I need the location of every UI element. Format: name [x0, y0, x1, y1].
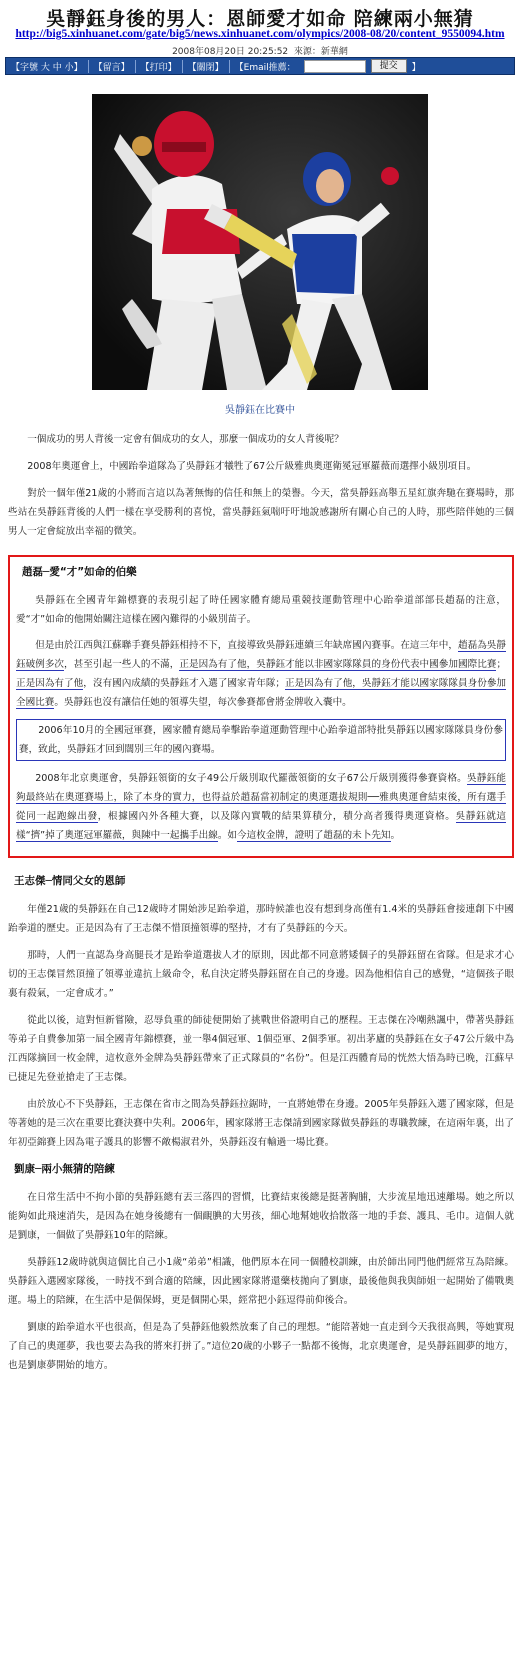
underlined-text: 正是因為有了他	[16, 678, 84, 689]
print-button[interactable]: 【打印】	[136, 60, 183, 73]
section-paragraph	[16, 636, 506, 712]
article-photo	[92, 94, 428, 390]
section-heading-zhao-lei: 趙磊─愛“才”如命的伯樂	[22, 566, 137, 578]
text-run: 。吳靜鈺也沒有讓信任她的領導失望，每次參賽都會將金牌收入囊中。	[54, 697, 352, 708]
text-run: 。	[390, 830, 401, 841]
underlined-text: 吳靜鈺就這樣“擠”掉了奧運冠軍羅薇，與陳中一起攜手出線	[16, 811, 507, 841]
underlined-text: 吳靜鈺能夠最終站在奧運賽場上，除了本身的實力，也得益於趙磊當初制定的奧運選拔規則──雅典奧運會結束後，所有選手從同一起跑線出發	[16, 773, 506, 822]
boxed-paragraph	[16, 719, 506, 761]
intro-paragraph: 2008年奧運會上，中國跆拳道隊為了吳靜鈺才犧牲了67公斤級雅典奧運衛冕冠軍羅薇而選擇小級別項目。	[27, 461, 477, 472]
article-meta	[0, 44, 520, 57]
underlined-text: 正是因為有了他，吳靜鈺才能以非國家隊隊員的身份代表中國參加國際比賽	[179, 659, 497, 670]
section-paragraph: 吳靜鈺12歲時就與這個比自己小1歲“弟弟”相識，他們原本在同一個體校訓練，由於師出同門他們經常互為陪練。吳靜鈺入選國家隊後，一時找不到合適的陪練，因此國家隊將還藥枝拋向了劉康，最後他與我與師姐一起開始了備戰奧運。場上的陪練，在生活中是個保姆，更是個開心果，經常把小鈺逗得前仰後合。	[8, 1257, 514, 1306]
underlined-text: 正是因為有了他，吳靜鈺才能以國家隊隊員身份參加全國比賽	[16, 678, 507, 708]
section-paragraph: 年僅21歲的吳靜鈺在自己12歲時才開始涉足跆拳道，那時候誰也沒有想到身高僅有1.4米的吳靜鈺會接連創下中國跆拳道的歷史。正是因為有了王志傑不惜頂撞領導的堅持，才有了吳靜鈺的今天。	[8, 904, 514, 934]
section-paragraph: 那時，人們一直認為身高腿長才是跆拳道選拔人才的原則，因此都不同意將矮個子的吳靜鈺留在省隊。但是求才心切的王志傑冒然頂撞了領導並違抗上級命令，私自決定將吳靜鈺留在自己的身邊。因為他相信自己的感覺，“這個孩子眼裏有殺氣，一定會成才。”	[8, 950, 514, 999]
section-paragraph: 由於放心不下吳靜鈺，王志傑在省市之間為吳靜鈺拉鋸時，一直將她帶在身邊。2005年吳靜鈺入選了國家隊，但是等著她的是三次在重要比賽決賽中失利。2006年，國家隊將王志傑請到國家隊做吳靜鈺的專職教練，在這兩年裏，出了年初亞錦賽上因為電子護具的影響不敵楊淑君外，吳靜鈺沒有輸過一場比賽。	[8, 1099, 514, 1148]
text-run: 2008年北京奧運會，吳靜鈺領銜的女子49公斤級別取代羅薇領銜的女子67公斤級別獲得參賽資格。	[35, 773, 467, 784]
section-paragraph: 2006年10月的全國冠軍賽，國家體育總局拳擊跆拳道運動管理中心跆拳道部特批吳靜鈺以國家隊隊員身份參賽，致此，吳靜鈺才回到闊別三年的國內賽場。	[19, 725, 503, 755]
underlined-text: 今這枚金牌，證明了趙磊的未卜先知	[237, 830, 391, 841]
text-run: ，甚至引起一些人的不滿，	[64, 659, 180, 670]
section-paragraph	[16, 769, 506, 845]
message-button[interactable]: 【留言】	[89, 60, 136, 73]
submit-button[interactable]: 提交	[371, 59, 407, 73]
text-run: 但是由於江西與江蘇聯手賽吳靜鈺相持不下，直接導致吳靜鈺連續三年缺席國內賽事。在這三年中，	[35, 640, 458, 651]
email-recommend-label: 【Email推薦：	[234, 62, 296, 73]
toolbar-end-bracket: 】	[411, 62, 421, 73]
text-run: ；	[496, 659, 507, 670]
source-name[interactable]: 新華網	[320, 47, 348, 57]
section-heading-liu-kang: 劉康─兩小無猜的陪練	[14, 1163, 115, 1175]
email-input[interactable]	[304, 60, 366, 73]
close-button[interactable]: 【關閉】	[183, 60, 230, 73]
section-paragraph: 劉康的跆拳道水平也很高，但是為了吳靜鈺他毅然放棄了自己的理想。“能陪著她一直走到今天我很高興，等她實現了自己的奧運夢，我也要去為我的將來打拼了。”這位20歲的小夥子一點都不後悔，北京奧運會，是吳靜鈺圓夢的地方，也是劉康夢開始的地方。	[8, 1322, 514, 1371]
section-paragraph: 在日常生活中不拘小節的吳靜鈺總有丟三落四的習慣，比賽結束後總是挺著胸脯，大步流星地迅速離場。她之所以能夠如此飛速消失，是因為在她身後總有一個靦腆的大男孩，細心地幫她收拾散落一地的手套、護具、毛巾。這個人就是劉康，一個做了吳靜鈺10年的陪練。	[8, 1192, 514, 1241]
text-run: ，沒有國內成績的吳靜鈺才入選了國家青年隊；	[83, 678, 286, 689]
article-toolbar	[5, 57, 515, 75]
intro-paragraph: 一個成功的男人背後一定會有個成功的女人，那麼一個成功的女人背後呢？	[27, 434, 344, 445]
section-heading-wang-zhijie: 王志傑─情同父女的恩師	[14, 875, 126, 887]
section-paragraph: 從此以後，這對恒新嘗險，忍辱負重的師徒便開始了挑戰世俗證明自己的歷程。王志傑在冷嘲熱諷中，帶著吳靜鈺等弟子自費參加第一屆全國青年錦標賽，並一舉4個冠軍、1個亞軍、2個季軍。初出茅廬的吳靜鈺在女子47公斤級中為江西隊摘回一枚金牌，這枚意外金牌為吳靜鈺帶來了正式隊員的“名份”。但是江西體育局的恍然大悟為時已晚，江蘇早已捷足先登並搶走了王志傑。	[8, 1015, 514, 1083]
intro-paragraph: 對於一個年僅21歲的小將而言這以為著無悔的信任和無上的榮譽。今天，當吳靜鈺高舉五星紅旗奔馳在賽場時，那些站在吳靜鈺背後的人們一樣在享受勝利的喜悅，當吳靜鈺氣喘吁吁地說感謝所有關心自己的人時，那些陪伴她的三個男人一定會綻放出幸福的微笑。	[8, 488, 514, 537]
article-title: 吳靜鈺身後的男人：恩師愛才如命 陪練兩小無猜	[46, 8, 474, 30]
section-paragraph: 吳靜鈺在全國青年錦標賽的表現引起了時任國家體育總局重競技運動管理中心跆拳道部部長趙磊的注意，愛“才”如命的他開始關注這樣在國內難得的小級別苗子。	[16, 595, 506, 625]
underlined-text: 趙磊為吳靜鈺破例多次	[16, 640, 507, 670]
text-run: 。如	[217, 830, 238, 841]
article-url-link[interactable]: http://big5.xinhuanet.com/gate/big5/news.xinhuanet.com/olympics/2008-08/20/content_9550094.htm	[15, 28, 505, 40]
taekwondo-match-illustration	[92, 94, 428, 390]
photo-caption: 吳靜鈺在比賽中	[225, 405, 295, 416]
source-label: 來源：	[293, 47, 321, 57]
publish-datetime: 2008年08月20日 20:25:52	[172, 47, 289, 57]
article-body	[8, 430, 514, 1383]
font-size-control[interactable]: 【字號 大 中 小】	[6, 60, 89, 73]
text-run: ，根據國內外各種大賽，以及隊內實戰的結果算積分，積分高者獲得奧運資格。	[97, 811, 456, 822]
highlight-box-zhao-lei	[8, 555, 514, 858]
